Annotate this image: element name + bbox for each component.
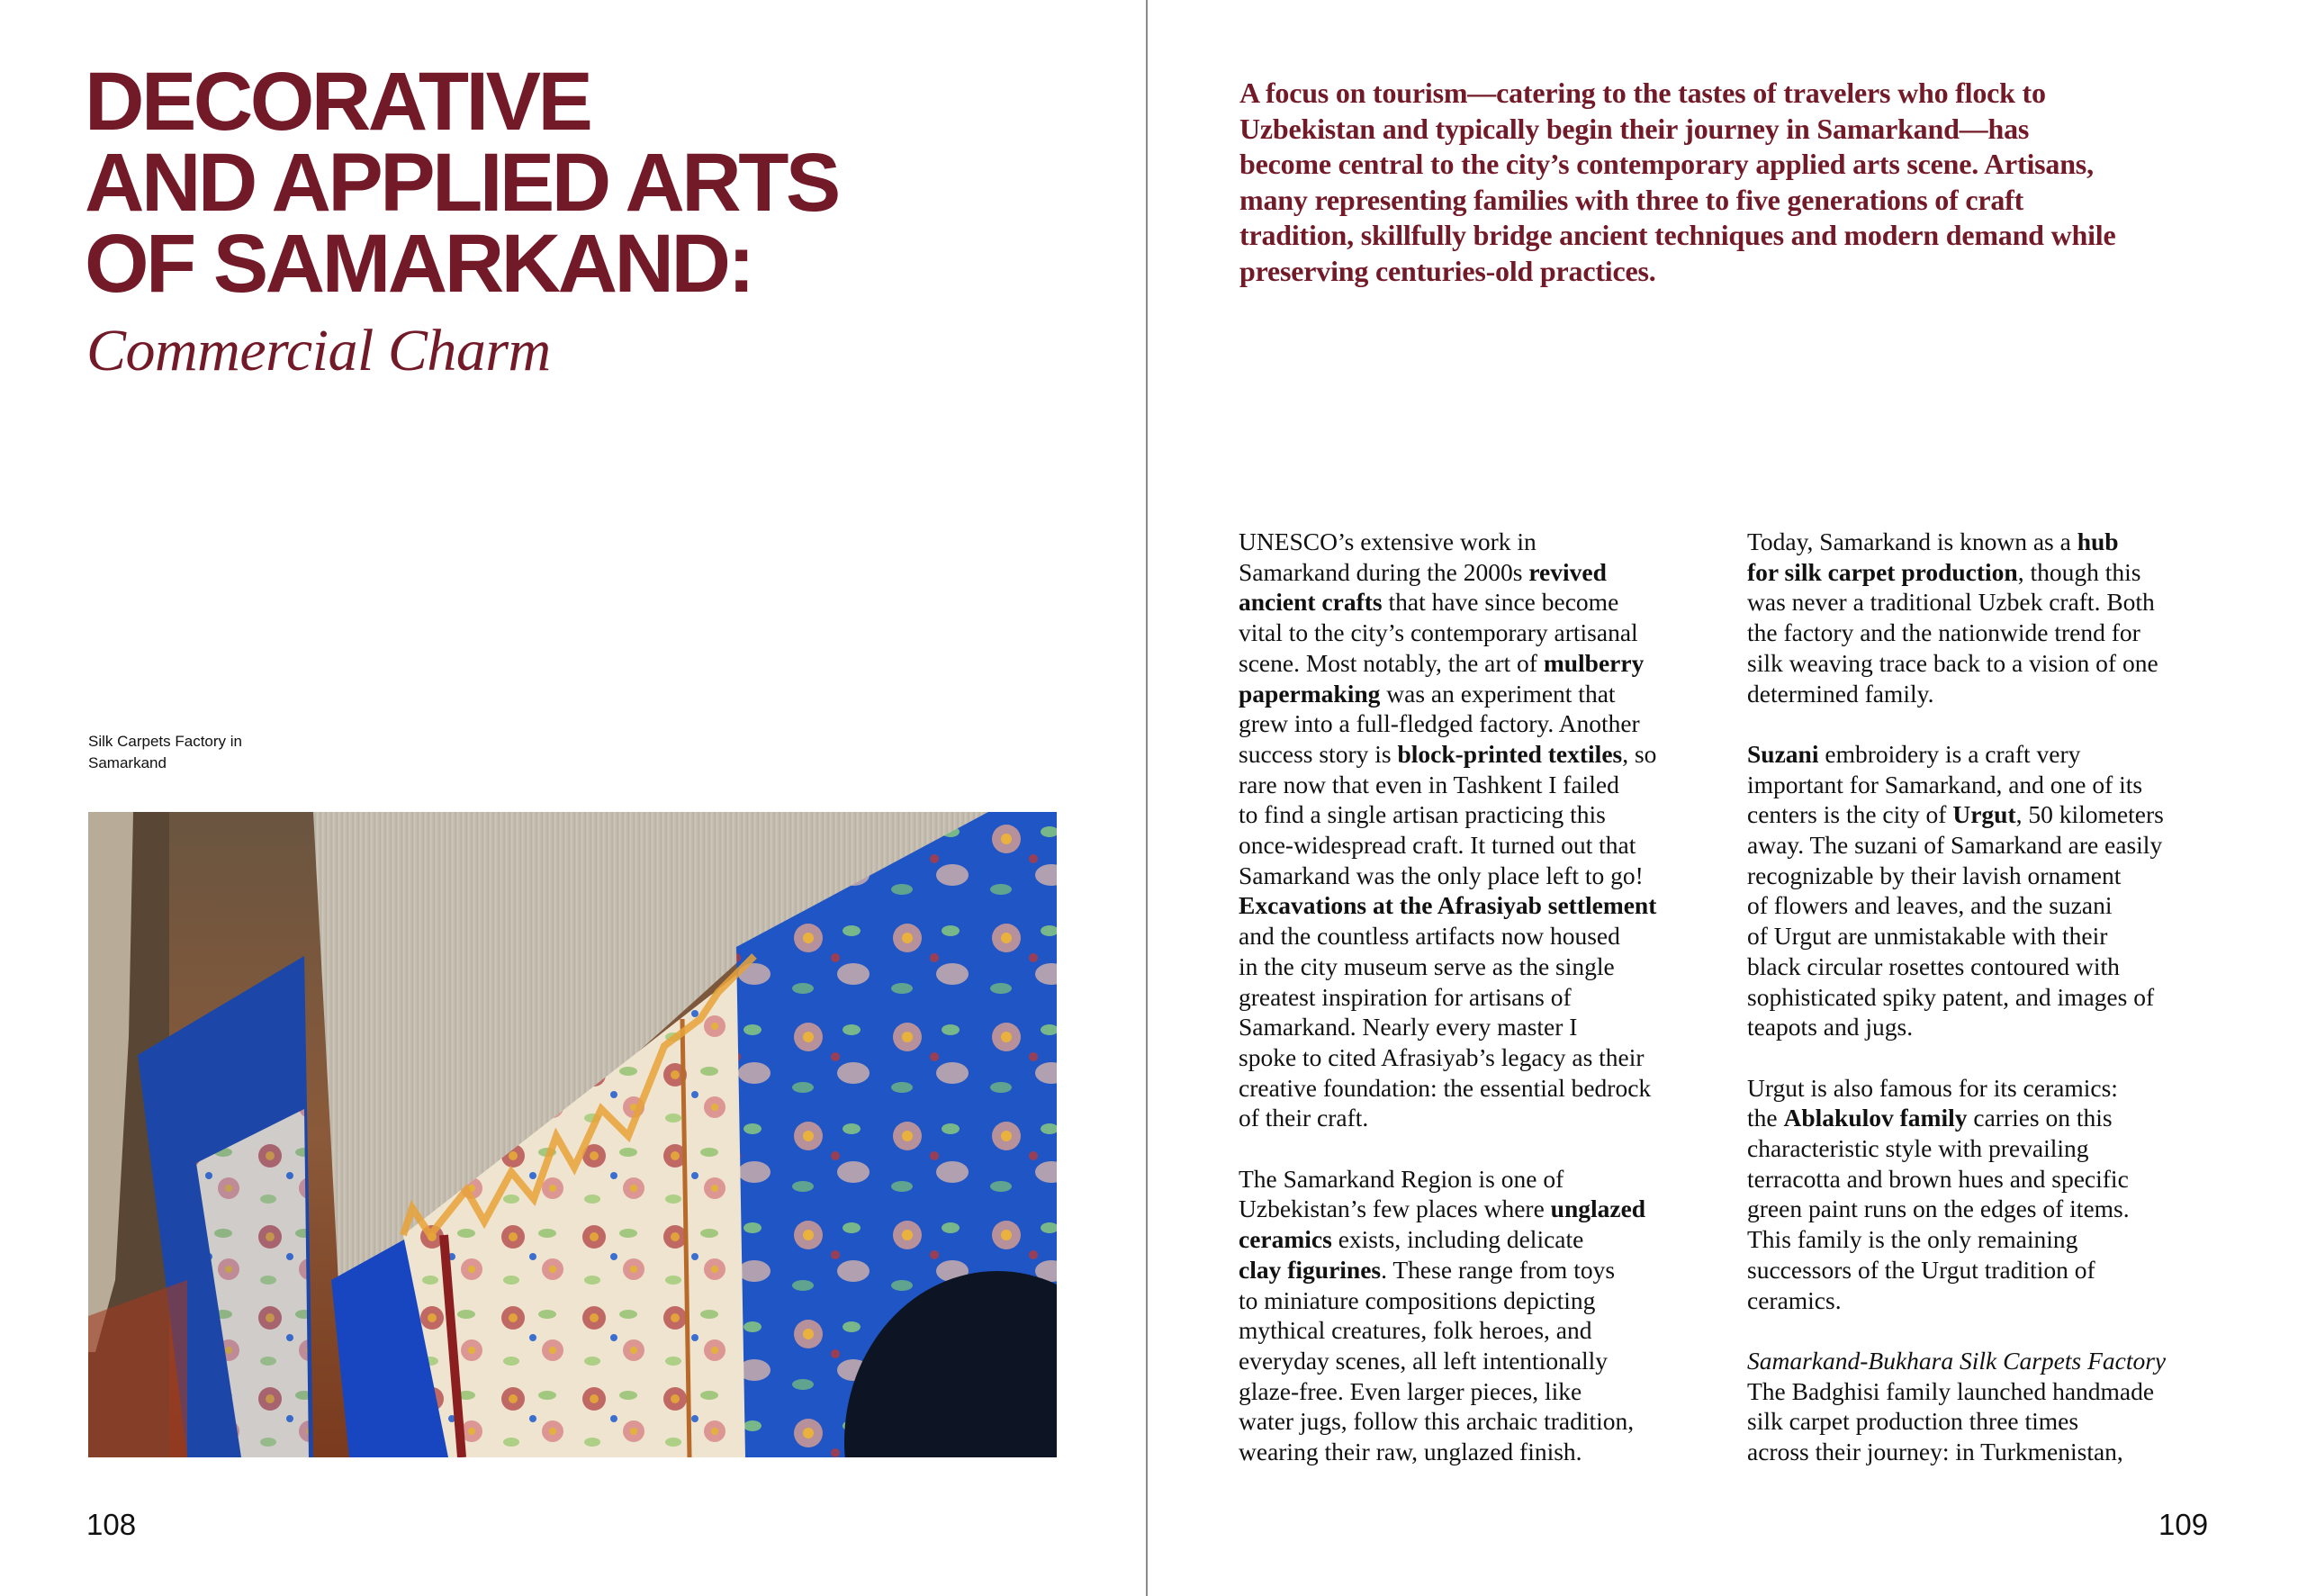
body-line bbox=[1239, 739, 1725, 770]
caption-line: Silk Carpets Factory in bbox=[88, 733, 242, 750]
body-line bbox=[1747, 739, 2238, 770]
body-line bbox=[1747, 1073, 2238, 1104]
text-run: of flowers and leaves, and the suzani bbox=[1747, 891, 2113, 920]
body-line bbox=[1239, 982, 1725, 1013]
body-line bbox=[1747, 618, 2238, 648]
text-run: carries on this bbox=[1967, 1104, 2113, 1132]
text-run: was an experiment that bbox=[1380, 679, 1616, 708]
bold-text: for silk carpet production bbox=[1747, 557, 2018, 586]
text-run: recognizable by their lavish ornament bbox=[1747, 861, 2122, 889]
bold-text: Urgut bbox=[1952, 800, 2016, 829]
text-run: of Urgut are unmistakable with their bbox=[1747, 922, 2108, 951]
bold-text: Ablakulov family bbox=[1783, 1104, 1968, 1132]
body-line bbox=[1747, 1285, 2238, 1316]
body-line bbox=[1239, 1073, 1725, 1104]
body-line bbox=[1239, 799, 1725, 830]
bold-text: block-printed textiles bbox=[1397, 739, 1623, 768]
bold-text: ceramics bbox=[1239, 1225, 1332, 1254]
body-line bbox=[1239, 1224, 1725, 1255]
text-run: exists, including delicate bbox=[1331, 1225, 1584, 1254]
body-line bbox=[1239, 587, 1725, 618]
text-run: water jugs, follow this archaic tradition, bbox=[1239, 1407, 1635, 1436]
page-number-left: 108 bbox=[86, 1508, 137, 1541]
article-subtitle: Commercial Charm bbox=[86, 318, 551, 383]
title-line: AND APPLIED ARTS bbox=[85, 137, 838, 229]
body-line bbox=[1239, 1315, 1725, 1346]
text-run: characteristic style with prevailing bbox=[1747, 1134, 2089, 1163]
body-line bbox=[1747, 921, 2238, 951]
bold-text: papermaking bbox=[1239, 679, 1381, 708]
body-line bbox=[1239, 830, 1725, 861]
body-line bbox=[1747, 799, 2238, 830]
paragraph-break bbox=[1747, 708, 2238, 739]
bold-text: hub bbox=[2077, 527, 2119, 555]
body-line bbox=[1747, 679, 2238, 709]
italic-heading: Samarkand-Bukhara Silk Carpets Factory bbox=[1747, 1346, 2167, 1375]
text-run: the factory and the nationwide trend for bbox=[1747, 618, 2140, 647]
body-line bbox=[1239, 1012, 1725, 1042]
text-run: determined family. bbox=[1747, 679, 1934, 708]
body-line bbox=[1239, 1437, 1725, 1467]
paragraph-break bbox=[1239, 1133, 1725, 1164]
caption-line: Samarkand bbox=[88, 754, 167, 771]
lead-line: many representing families with three to five generations of craft bbox=[1239, 183, 2024, 216]
text-run: silk carpet production three times bbox=[1747, 1407, 2079, 1436]
text-run: wearing their raw, unglazed finish. bbox=[1239, 1438, 1582, 1466]
text-run: silk weaving trace back to a vision of one bbox=[1747, 648, 2158, 677]
text-run: Uzbekistan’s few places where bbox=[1239, 1195, 1551, 1223]
body-line bbox=[1747, 1437, 2238, 1467]
text-run: , so bbox=[1622, 739, 1657, 768]
body-line bbox=[1747, 1406, 2238, 1437]
body-line bbox=[1747, 1103, 2238, 1133]
body-line bbox=[1747, 982, 2238, 1013]
body-line bbox=[1747, 648, 2238, 679]
body-line bbox=[1239, 618, 1725, 648]
text-run: mythical creatures, folk heroes, and bbox=[1239, 1316, 1592, 1345]
body-line bbox=[1747, 861, 2238, 891]
text-run: vital to the city’s contemporary artisanal bbox=[1239, 618, 1638, 647]
body-line bbox=[1239, 557, 1725, 588]
text-run: success story is bbox=[1239, 739, 1398, 768]
body-line bbox=[1747, 1164, 2238, 1195]
text-run: centers is the city of bbox=[1747, 800, 1953, 829]
article-title bbox=[85, 56, 838, 310]
bold-text: ancient crafts bbox=[1239, 588, 1383, 617]
body-line bbox=[1747, 1346, 2238, 1376]
text-run: green paint runs on the edges of items. bbox=[1747, 1195, 2130, 1223]
text-run: greatest inspiration for artisans of bbox=[1239, 982, 1572, 1011]
text-run: that have since become bbox=[1382, 588, 1619, 617]
text-run: scene. Most notably, the art of bbox=[1239, 648, 1544, 677]
body-line bbox=[1239, 1255, 1725, 1285]
lead-line: A focus on tourism—catering to the tastes of travelers who flock to bbox=[1239, 77, 2046, 109]
body-line bbox=[1747, 890, 2238, 921]
lead-line: preserving centuries-old practices. bbox=[1239, 254, 1656, 287]
bold-text: revived bbox=[1528, 557, 1607, 586]
text-run: This family is the only remaining bbox=[1747, 1225, 2078, 1254]
text-run: terracotta and brown hues and specific bbox=[1747, 1164, 2129, 1193]
body-line bbox=[1239, 679, 1725, 709]
text-run: of their craft. bbox=[1239, 1104, 1369, 1132]
body-column-1 bbox=[1239, 527, 1725, 1467]
text-run: ceramics. bbox=[1747, 1285, 1842, 1314]
body-line bbox=[1239, 861, 1725, 891]
text-run: creative foundation: the essential bedrock bbox=[1239, 1073, 1652, 1102]
text-run: Urgut is also famous for its ceramics: bbox=[1747, 1073, 2118, 1102]
text-run: and the countless artifacts now housed bbox=[1239, 922, 1620, 951]
lead-line: become central to the city’s contemporary applied arts scene. Artisans, bbox=[1239, 148, 2094, 180]
text-run: important for Samarkand, and one of its bbox=[1747, 770, 2143, 798]
body-line bbox=[1747, 587, 2238, 618]
body-line bbox=[1239, 648, 1725, 679]
text-run: away. The suzani of Samarkand are easily bbox=[1747, 831, 2163, 860]
text-run: spoke to cited Afrasiyab’s legacy as their bbox=[1239, 1042, 1645, 1071]
title-line: DECORATIVE bbox=[85, 56, 590, 148]
body-line bbox=[1747, 951, 2238, 982]
body-line bbox=[1747, 1255, 2238, 1285]
text-run: once-widespread craft. It turned out that bbox=[1239, 831, 1636, 860]
body-line bbox=[1239, 1103, 1725, 1133]
carpet-loom-illustration bbox=[88, 812, 1057, 1457]
text-run: glaze-free. Even larger pieces, like bbox=[1239, 1376, 1582, 1405]
body-line bbox=[1747, 830, 2238, 861]
text-run: in the city museum serve as the single bbox=[1239, 951, 1615, 980]
body-line bbox=[1239, 1346, 1725, 1376]
lead-paragraph bbox=[1239, 76, 2239, 289]
text-run: embroidery is a craft very bbox=[1818, 739, 2081, 768]
carpet-loom-photo bbox=[88, 812, 1057, 1457]
bold-text: Suzani bbox=[1747, 739, 1819, 768]
text-run: teapots and jugs. bbox=[1747, 1013, 1914, 1041]
bold-text: clay figurines bbox=[1239, 1255, 1382, 1284]
body-line bbox=[1239, 890, 1725, 921]
text-run: everyday scenes, all left intentionally bbox=[1239, 1346, 1609, 1375]
title-line: OF SAMARKAND: bbox=[85, 218, 752, 310]
text-run: , 50 kilometers bbox=[2015, 800, 2164, 829]
page-spine-divider bbox=[1146, 0, 1148, 1596]
body-line bbox=[1747, 770, 2238, 800]
body-line bbox=[1239, 1285, 1725, 1316]
text-run: Samarkand was the only place left to go! bbox=[1239, 861, 1644, 889]
text-run: across their journey: in Turkmenistan, bbox=[1747, 1438, 2123, 1466]
body-line bbox=[1747, 527, 2238, 557]
body-line bbox=[1239, 1042, 1725, 1073]
bold-text: unglazed bbox=[1550, 1195, 1646, 1223]
text-run: was never a traditional Uzbek craft. Both bbox=[1747, 588, 2155, 617]
body-line bbox=[1239, 1376, 1725, 1407]
text-run: rare now that even in Tashkent I failed bbox=[1239, 770, 1619, 798]
body-line bbox=[1747, 1133, 2238, 1164]
body-line bbox=[1239, 1194, 1725, 1224]
body-line bbox=[1239, 951, 1725, 982]
text-run: , though this bbox=[2017, 557, 2141, 586]
body-line bbox=[1239, 770, 1725, 800]
text-run: grew into a full-fledged factory. Another bbox=[1239, 709, 1640, 738]
body-line bbox=[1239, 1164, 1725, 1195]
body-line bbox=[1239, 708, 1725, 739]
body-line bbox=[1747, 1012, 2238, 1042]
body-line bbox=[1239, 921, 1725, 951]
text-run: successors of the Urgut tradition of bbox=[1747, 1255, 2095, 1284]
body-column-2 bbox=[1747, 527, 2238, 1467]
text-run: Samarkand during the 2000s bbox=[1239, 557, 1529, 586]
text-run: the bbox=[1747, 1104, 1784, 1132]
body-line bbox=[1747, 1194, 2238, 1224]
photo-caption bbox=[88, 731, 242, 774]
text-run: black circular rosettes contoured with bbox=[1747, 951, 2120, 980]
text-run: to find a single artisan practicing this bbox=[1239, 800, 1606, 829]
body-line bbox=[1747, 1376, 2238, 1407]
text-run: The Samarkand Region is one of bbox=[1239, 1164, 1564, 1193]
text-run: Today, Samarkand is known as a bbox=[1747, 527, 2077, 555]
body-line bbox=[1747, 557, 2238, 588]
bold-text: mulberry bbox=[1543, 648, 1645, 677]
text-run: Samarkand. Nearly every master I bbox=[1239, 1013, 1578, 1041]
text-run: sophisticated spiky patent, and images of bbox=[1747, 982, 2155, 1011]
text-run: . These range from toys bbox=[1381, 1255, 1616, 1284]
text-run: to miniature compositions depicting bbox=[1239, 1285, 1596, 1314]
body-line bbox=[1747, 1224, 2238, 1255]
page-number-right: 109 bbox=[2158, 1508, 2209, 1541]
text-run: UNESCO’s extensive work in bbox=[1239, 527, 1537, 555]
body-line bbox=[1239, 527, 1725, 557]
lead-line: tradition, skillfully bridge ancient techniques and modern demand while bbox=[1239, 219, 2116, 251]
bold-text: Excavations at the Afrasiyab settlement bbox=[1239, 891, 1657, 920]
lead-line: Uzbekistan and typically begin their journey in Samarkand—has bbox=[1239, 112, 2030, 145]
paragraph-break bbox=[1747, 1042, 2238, 1073]
text-run: The Badghisi family launched handmade bbox=[1747, 1376, 2155, 1405]
paragraph-break bbox=[1747, 1315, 2238, 1346]
body-line bbox=[1239, 1406, 1725, 1437]
